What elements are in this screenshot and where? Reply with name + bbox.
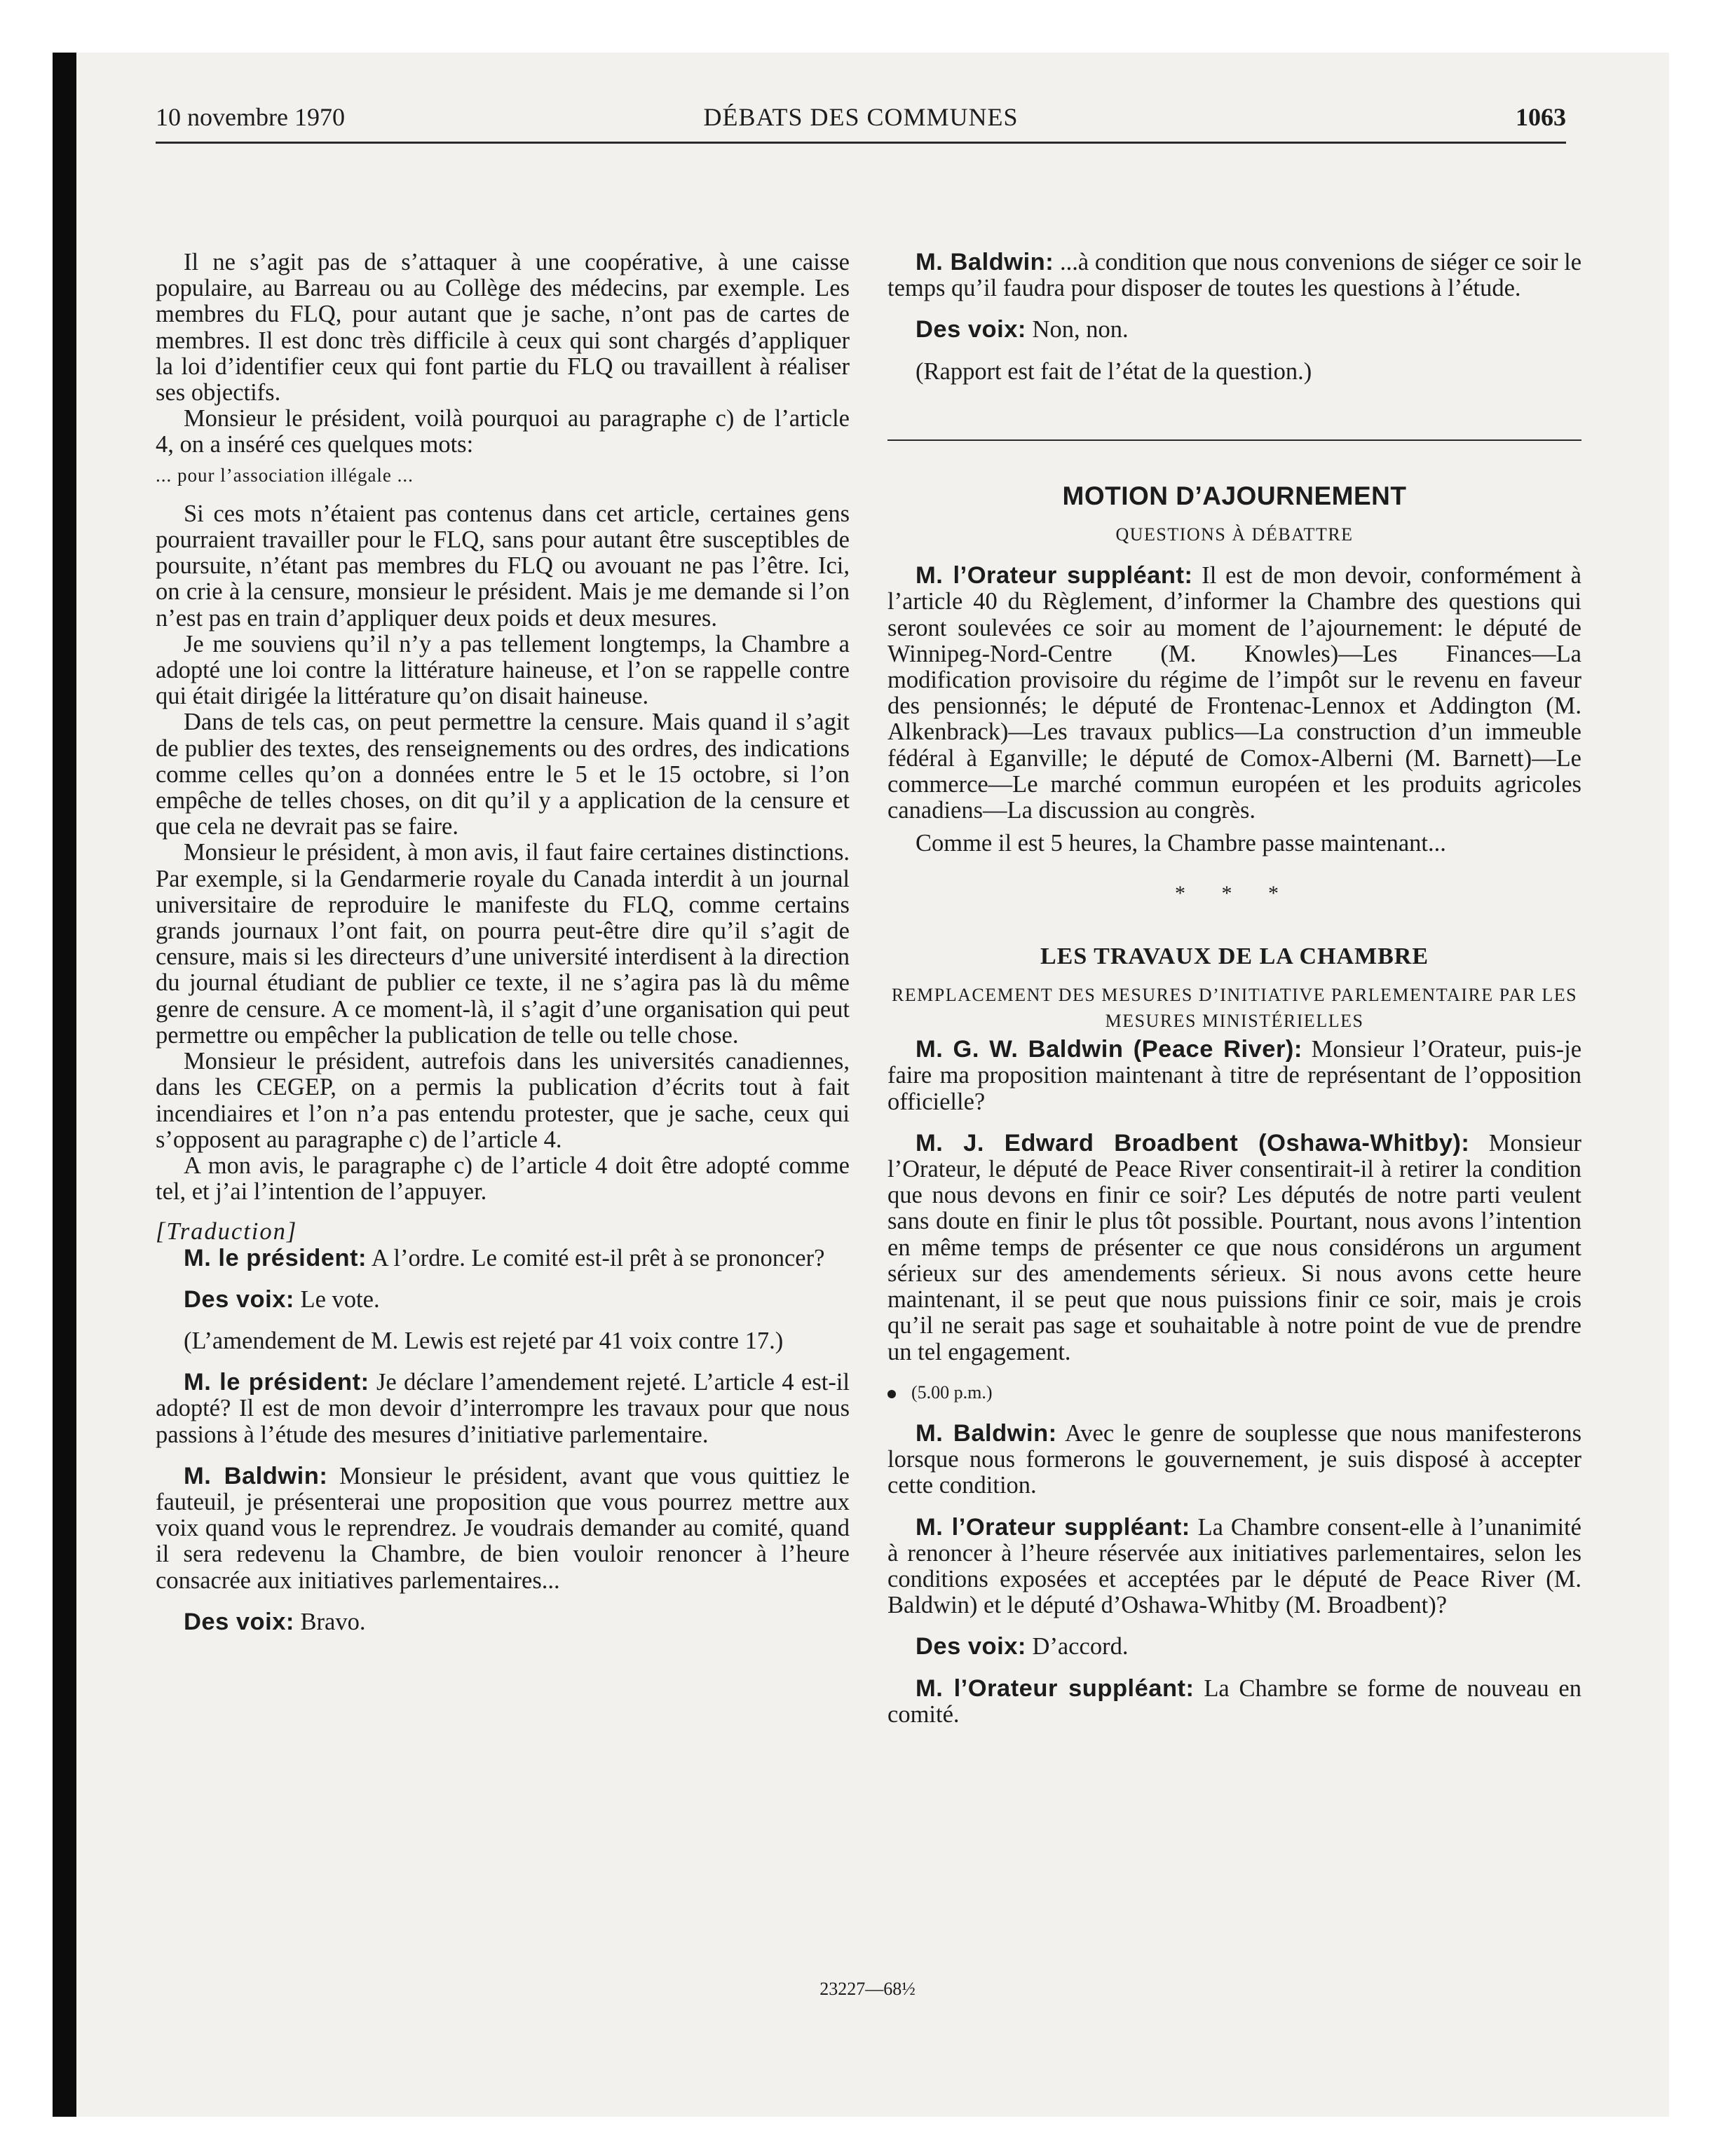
section-title: MOTION D’AJOURNEMENT	[1062, 481, 1407, 510]
header-page-number: 1063	[1516, 103, 1566, 131]
translation-label: [Traduction]	[156, 1218, 298, 1246]
speech-entry	[156, 1287, 850, 1313]
speech-entry	[887, 1037, 1581, 1115]
page-header	[156, 98, 1566, 144]
time-text: (5.00 p.m.)	[911, 1381, 993, 1403]
speech-text: Monsieur l’Orateur, le député de Peace River consentirait-il à retirer la condition que nous devons en finir ce soir? Les députés de notre parti veulent sans doute en finir le plus tôt possible. Pourtant, nous avons l’intention en même temps de présenter ce que nous considérons un argument sérieux sur des amendements sérieux. Si nous avons cette heure maintenant, il se peut que nous puissions finir ce soir, mais je crois qu’il ne serait pas sage et souhaitable à notre point de vue de prendre un tel engagement.	[887, 1129, 1582, 1365]
paragraph: Monsieur le président, voilà pourquoi au paragraphe c) de l’article 4, on a inséré ces quelques mots:	[156, 405, 850, 458]
section-separator: * * *	[1175, 882, 1294, 906]
speech-text: Bravo.	[300, 1608, 366, 1635]
report-note: (Rapport est fait de l’état de la question.)	[916, 357, 1312, 385]
scan-edge	[53, 53, 76, 2117]
speech-text: Avec le genre de souplesse que nous manifesterons lorsque nous formerons le gouvernement, je suis disposé à accepter cette condition.	[887, 1419, 1582, 1499]
section-subtitle: REMPLACEMENT DES MESURES D’INITIATIVE PARLEMENTAIRE PAR LES MESURES MINISTÉRIELLES	[891, 984, 1578, 1032]
paragraph: A mon avis, le paragraphe c) de l’article 4 doit être adopté comme tel, et j’ai l’intention de l’appuyer.	[156, 1152, 850, 1206]
speech-text: Monsieur le président, avant que vous quittiez le fauteuil, je présenterai une proposition que vous pourrez mettre aux voix quand vous le reprendrez. Je voudrais demander au comité, quand il sera redevenu la Chambre, de bien vouloir renoncer à l’heure consacrée aux initiatives parlementaires...	[156, 1462, 850, 1594]
paragraph: Je me souviens qu’il n’y a pas tellement longtemps, la Chambre a adopté une loi contre la littérature haineuse, et l’on se rappelle contre qui était dirigée la littérature qu’on disait haineuse.	[156, 630, 850, 710]
speech-entry	[887, 317, 1581, 343]
speech-text: La Chambre consent-elle à l’unanimité à renoncer à l’heure réservée aux initiatives parlementaires, selon les conditions exposées et acceptées par le député de Peace River (M. Baldwin) et le député d’Oshawa-Whitby (M. Broadbent)?	[887, 1513, 1581, 1619]
speaker-name: M. Baldwin:	[916, 1419, 1057, 1447]
vote-result: (L’amendement de M. Lewis est rejeté par 41 voix contre 17.)	[184, 1327, 784, 1354]
speech-entry	[887, 563, 1581, 824]
speech-entry	[156, 1370, 850, 1448]
speaker-name: Des voix:	[916, 316, 1026, 343]
section-divider	[887, 439, 1581, 441]
section-title: LES TRAVAUX DE LA CHAMBRE	[1040, 943, 1429, 969]
time-marker	[887, 1379, 1581, 1405]
speaker-name: M. le président:	[184, 1244, 367, 1271]
speech-entry	[156, 1246, 850, 1271]
speaker-name: M. l’Orateur suppléant:	[916, 1674, 1195, 1702]
speech-entry	[887, 1515, 1581, 1619]
speaker-name: M. J. Edward Broadbent (Oshawa-Whitby):	[916, 1129, 1470, 1157]
speaker-name: M. l’Orateur suppléant:	[916, 1513, 1190, 1541]
speech-text: Le vote.	[300, 1285, 380, 1313]
speaker-name: Des voix:	[916, 1633, 1026, 1660]
speech-text: Je déclare l’amendement rejeté. L’article 4 est-il adopté? Il est de mon devoir d’interrompre les travaux pour que nous passions à l’étude des mesures d’initiative parlementaire.	[156, 1369, 850, 1448]
speech-entry	[887, 1634, 1581, 1660]
paragraph: Monsieur le président, à mon avis, il faut faire certaines distinctions. Par exemple, si la Gendarmerie royale du Canada interdit à un journal universitaire de reproduire le manifeste du FLQ, comme certains grands journaux l’ont fait, on pourra peut-être dire qu’il s’agit de censure, mais si les directeurs d’une université interdisent à la direction du journal étudiant de publier ce texte, il ne s’agira pas là du même genre de censure. A ce moment-là, il s’agit d’une organisation qui peut permettre ou empêcher la publication de telle ou telle chose.	[156, 839, 850, 1049]
paragraph: Comme il est 5 heures, la Chambre passe maintenant...	[916, 830, 1446, 857]
speaker-name: Des voix:	[184, 1285, 294, 1313]
speech-text: D’accord.	[1032, 1633, 1129, 1660]
quotation: ... pour l’association illégale ...	[156, 464, 414, 486]
page-footer-code: 23227—68½	[819, 1979, 916, 1999]
header-title: DÉBATS DES COMMUNES	[703, 103, 1019, 131]
speech-text: ...à condition que nous convenions de siéger ce soir le temps qu’il faudra pour disposer de toutes les questions à l’étude.	[887, 249, 1582, 302]
speech-entry	[156, 1464, 850, 1594]
speech-text: Il est de mon devoir, conformément à l’article 40 du Règlement, d’informer la Chambre des questions qui seront soulevées ce soir au moment de l’ajournement: le député de Winnipeg-Nord-Centre (M. Knowles)—Les Finances—La modification provisoire du régime de l’impôt sur le revenu en faveur des pensionnés; le député de Frontenac-Lennox et Addington (M. Alkenbrack)—Les travaux publics—La construction d’un immeuble fédéral à Eganville; le député de Comox-Alberni (M. Barnett)—Le commerce—Le marché commun européen et les produits agricoles canadiens—La discussion au congrès.	[887, 562, 1581, 824]
speaker-name: M. Baldwin:	[184, 1462, 328, 1489]
speech-entry	[887, 1676, 1581, 1728]
speech-entry	[156, 1609, 850, 1635]
header-date: 10 novembre 1970	[156, 103, 345, 131]
right-column	[887, 250, 1581, 1728]
speech-entry	[887, 1131, 1581, 1365]
paragraph: Si ces mots n’étaient pas contenus dans cet article, certaines gens pourraient travailler pour le FLQ, sans pour autant être susceptibles de poursuite, n’étant pas membres du FLQ ou avouant ne pas l’être. Ici, on crie à la censure, monsieur le président. Mais je me demande si l’on n’est pas en train d’appliquer deux poids et deux mesures.	[156, 500, 850, 632]
paragraph: Il ne s’agit pas de s’attaquer à une coopérative, à une caisse populaire, au Barreau ou au Collège des médecins, par exemple. Les membres du FLQ, pour autant que je sache, n’ont pas de cartes de membres. Il est donc très difficile à ceux qui sont chargés d’appliquer la loi d’identifier ceux qui font partie du FLQ ou travaillent à réaliser ses objectifs.	[156, 249, 850, 407]
speech-text: La Chambre se forme de nouveau en comité.	[887, 1674, 1581, 1728]
speech-text: A l’ordre. Le comité est-il prêt à se prononcer?	[371, 1244, 825, 1271]
section-subtitle: QUESTIONS À DÉBATTRE	[1115, 524, 1354, 545]
speech-text: Non, non.	[1032, 316, 1129, 343]
speaker-name: M. Baldwin:	[916, 249, 1054, 275]
paragraph: Dans de tels cas, on peut permettre la censure. Mais quand il s’agit de publier des textes, des renseignements ou des ordres, des indications comme celles qu’on a données entre le 5 et le 15 octobre, si l’on empêche de telles choses, on dit qu’il y a application de la censure et que cela ne devrait pas se faire.	[156, 709, 850, 840]
left-column	[156, 250, 850, 1635]
speaker-name: M. l’Orateur suppléant:	[916, 562, 1193, 589]
paragraph: Monsieur le président, autrefois dans les universités canadiennes, dans les CEGEP, on a permis la publication d’écrits tout à fait incendiaires et l’on n’a pas entendu protester, que je sache, ceux qui s’opposent au paragraphe c) de l’article 4.	[156, 1048, 850, 1153]
speech-text: Monsieur l’Orateur, puis-je faire ma proposition maintenant à titre de représentant de l’opposition officielle?	[887, 1036, 1582, 1115]
speaker-name: Des voix:	[184, 1608, 294, 1635]
speaker-name: M. le président:	[184, 1369, 369, 1396]
speaker-name: M. G. W. Baldwin (Peace River):	[916, 1036, 1302, 1063]
bullet-icon	[887, 1390, 896, 1398]
speech-entry	[887, 1421, 1581, 1499]
speech-entry	[887, 250, 1581, 301]
